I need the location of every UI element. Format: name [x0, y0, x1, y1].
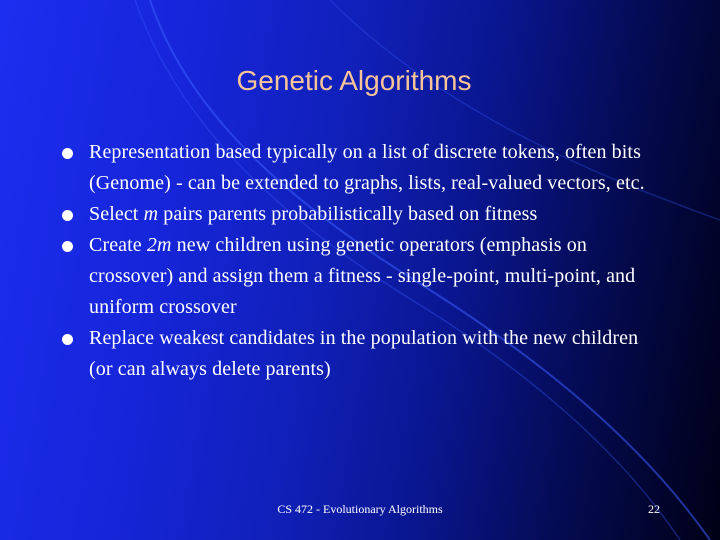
- bullet-variable: m: [143, 203, 159, 225]
- bullet-variable: 2m: [146, 234, 172, 256]
- bullet-text: pairs parents probabilistically based on fitness: [158, 203, 538, 225]
- bullet-item: [62, 323, 662, 385]
- slide-footer: CS 472 - Evolutionary Algorithms: [277, 502, 443, 516]
- bullet-text: new children using genetic operators (emphasis on crossover) and assign them a fitness - single-point, multi-point, and uniform crossover: [89, 234, 636, 318]
- bullet-text: Replace weakest candidates in the population with the new children (or can always delete parents): [89, 327, 639, 380]
- bullet-list: [62, 137, 662, 385]
- bullet-text: Create: [89, 234, 147, 256]
- bullet-item: [62, 137, 662, 199]
- bullet-dot-icon: [62, 241, 73, 252]
- bullet-item: [62, 230, 662, 323]
- slide-title: Genetic Algorithms: [236, 65, 472, 96]
- bullet-dot-icon: [62, 148, 73, 159]
- bullet-item: [62, 199, 662, 230]
- bullet-text: Select: [89, 203, 144, 225]
- bullet-dot-icon: [62, 210, 73, 221]
- bullet-text: Representation based typically on a list of discrete tokens, often bits (Genome) - can be extended to graphs, lists, real-valued vectors, etc.: [89, 141, 645, 194]
- bullet-dot-icon: [62, 334, 73, 345]
- page-number: 22: [648, 502, 660, 516]
